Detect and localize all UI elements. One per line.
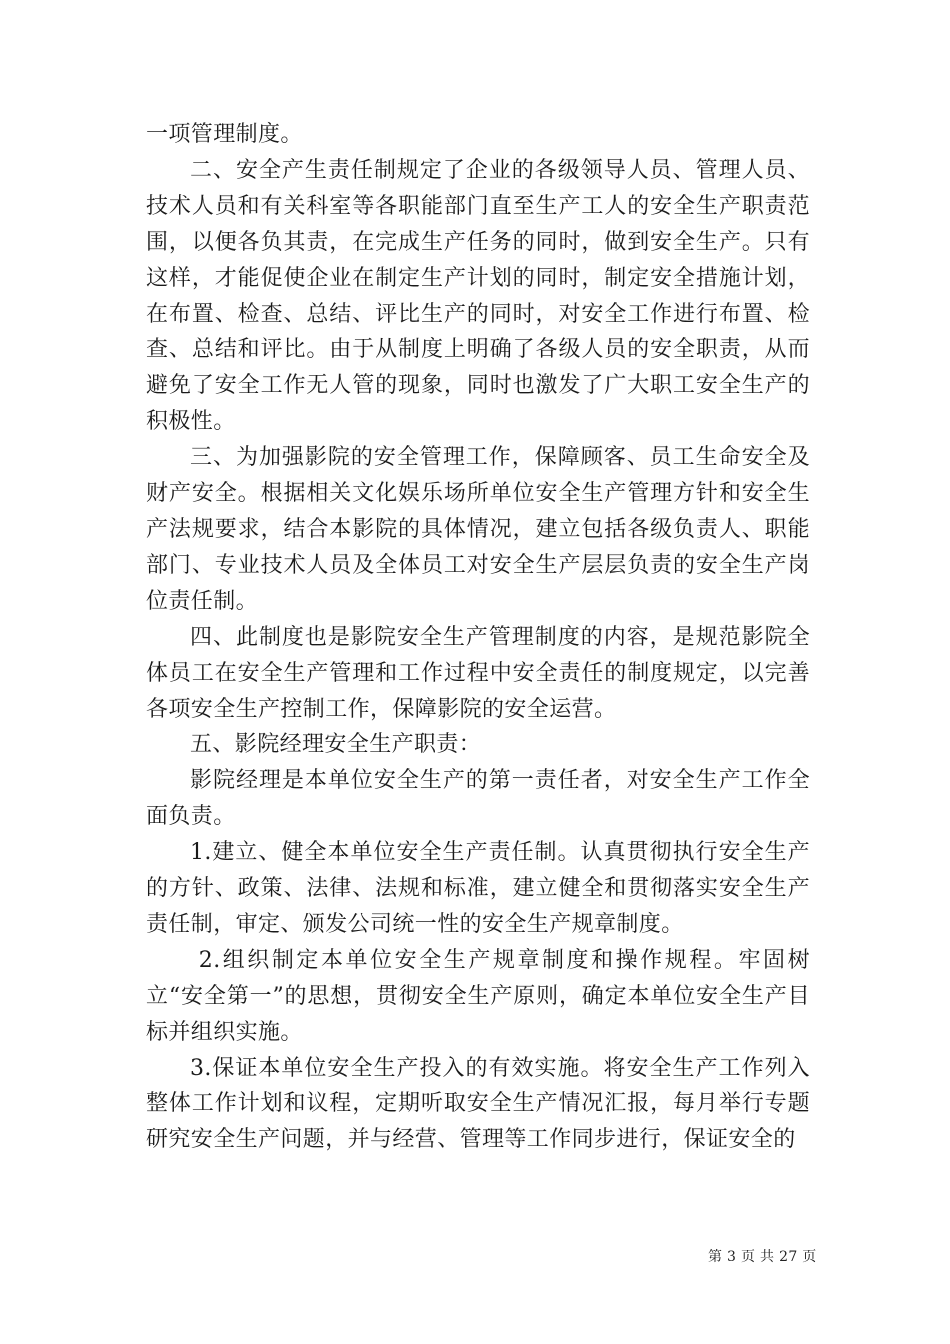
paragraph-duty-2: 2.组织制定本单位安全生产规章制度和操作规程。牢固树立“安全第一”的思想，贯彻安全生产原则，确定本单位安全生产目标并组织实施。 bbox=[146, 947, 810, 1045]
paragraph-section-3: 三、为加强影院的安全管理工作，保障顾客、员工生命安全及财产安全。根据相关文化娱乐场所单位安全生产管理方针和安全生产法规要求，结合本影院的具体情况，建立包括各级负责人、职能部门、专业技术人员及全体员工对安全生产层层负责的安全生产岗位责任制。 bbox=[146, 445, 810, 614]
paragraph-section-5-heading: 五、影院经理安全生产职责： bbox=[190, 732, 482, 758]
paragraph-duty-1: 1.建立、健全本单位安全生产责任制。认真贯彻执行安全生产的方针、政策、法律、法规和标准，建立健全和贯彻落实安全生产责任制，审定、颁发公司统一性的安全生产规章制度。 bbox=[146, 840, 810, 937]
document-body bbox=[146, 117, 810, 1158]
paragraph-section-4: 四、此制度也是影院安全生产管理制度的内容，是规范影院全体员工在安全生产管理和工作过程中安全责任的制度规定，以完善各项安全生产控制工作，保障影院的安全运营。 bbox=[146, 624, 810, 722]
paragraph-continuation: 一项管理制度。 bbox=[146, 122, 303, 147]
page-number: 第 3 页 共 27 页 bbox=[708, 1249, 817, 1265]
paragraph-manager-role: 影院经理是本单位安全生产的第一责任者，对安全生产工作全面负责。 bbox=[146, 768, 810, 830]
paragraph-duty-3: 3.保证本单位安全生产投入的有效实施。将安全生产工作列入整体工作计划和议程，定期听取安全生产情况汇报，每月举行专题研究安全生产问题，并与经营、管理等工作同步进行，保证安全的 bbox=[146, 1055, 810, 1153]
paragraph-section-2: 二、安全产生责任制规定了企业的各级领导人员、管理人员、技术人员和有关科室等各职能部门直至生产工人的安全生产职责范围，以便各负其责，在完成生产任务的同时，做到安全生产。只有这样，才能促使企业在制定生产计划的同时，制定安全措施计划，在布置、检查、总结、评比生产的同时，对安全工作进行布置、检查、总结和评比。由于从制度上明确了各级人员的安全职责，从而避免了安全工作无人管的现象，同时也激发了广大职工安全生产的积极性。 bbox=[146, 157, 810, 435]
